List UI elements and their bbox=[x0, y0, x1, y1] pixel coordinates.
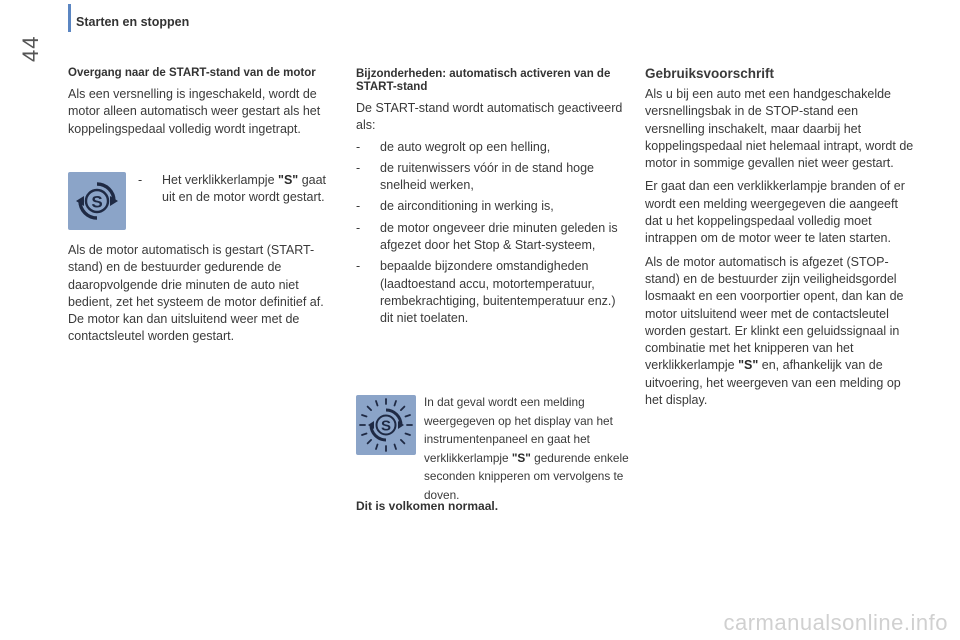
col3-paragraph-3: Als de motor automatisch is afgezet (STOP-stand) en de bestuurder zijn veiligheidsgordel losmaakt en een voorportier opent, dan kan de motor uitsluitend weer met de contactsleutel worden gestart. Er klinkt een geluidssignaal in combinatie met het knipperen van het verklikkerlampje "S" en, afhankelijk van de uitvoering, het weergeven van een melding op het display. bbox=[645, 254, 904, 408]
bullet-dash: - bbox=[138, 173, 143, 187]
col3-paragraph-1: Als u bij een auto met een handgeschakelde versnellingsbak in de STOP-stand een versnelling inschakelt, maar daarbij het koppelingspedaal niet helemaal intrapt, wordt de motor in sommige gevallen niet weer gestart. bbox=[645, 87, 914, 171]
col2-note: In dat geval wordt een melding weergegeven op het display van het instrumentenpaneel en gaat het verklikkerlampje "S" gedurende enkele seconden knipperen om vervolgens te doven. bbox=[424, 395, 629, 502]
column-2 bbox=[356, 68, 628, 328]
col3-heading: Gebruiksvoorschrift bbox=[645, 66, 775, 81]
watermark: carmanualsonline.info bbox=[723, 610, 948, 635]
col1-paragraph-2: Als de motor automatisch is gestart (START-stand) en de bestuurder gedurende de daaropvolgende drie minuten de auto niet bedient, zet het systeem de motor definitief af. De motor kan dan uitsluitend weer met de contactsleutel worden gestart. bbox=[68, 243, 324, 344]
stop-start-s-blinking-icon bbox=[356, 395, 416, 455]
section-title: Starten en stoppen bbox=[76, 15, 190, 29]
svg-text:S: S bbox=[380, 417, 392, 435]
bullet-text-bold: "S" bbox=[278, 173, 299, 187]
col3-paragraph-2: Er gaat dan een verklikkerlampje branden of er wordt een melding weergegeven die aangeeft dat u het koppelingspedaal volledig moet intrappen om de motor weer te laten starten. bbox=[645, 179, 905, 246]
column-3 bbox=[645, 66, 917, 409]
svg-text:S: S bbox=[91, 192, 103, 212]
list-item: - de ruitenwissers vóór in de stand hoge snelheid werken, bbox=[356, 160, 595, 193]
page-number: 44 bbox=[18, 35, 43, 62]
col2-bullet-list bbox=[356, 139, 628, 328]
list-item: - bepaalde bijzondere omstandigheden (laadtoestand accu, motortemperatuur, rembekrachtiging, buitentemperatuur enz.) dit niet toelaten. bbox=[356, 259, 616, 326]
list-item: - de auto wegrolt op een helling, bbox=[356, 139, 551, 154]
col1-heading: Overgang naar de START-stand van de motor bbox=[68, 67, 316, 79]
col2-closing: Dit is volkomen normaal. bbox=[356, 499, 499, 513]
col2-heading: Bijzonderheden: automatisch activeren van de START-stand bbox=[356, 68, 611, 93]
bullet-text-post: gaat uit en de motor wordt gestart. bbox=[162, 173, 327, 205]
bullet-text-pre: Het verklikkerlampje bbox=[162, 173, 279, 187]
section-accent-bar bbox=[68, 4, 71, 32]
col1-bullet bbox=[138, 172, 328, 207]
list-item: - de motor ongeveer drie minuten geleden is afgezet door het Stop & Start-systeem, bbox=[356, 220, 618, 253]
col1-paragraph-1: Als een versnelling is ingeschakeld, wordt de motor alleen automatisch weer gestart als het koppelingspedaal volledig wordt ingetrapt. bbox=[68, 87, 321, 136]
list-item: - de airconditioning in werking is, bbox=[356, 199, 554, 214]
stop-start-s-icon bbox=[68, 172, 126, 230]
col2-intro: De START-stand wordt automatisch geactiveerd als: bbox=[356, 101, 623, 133]
column-1 bbox=[68, 67, 334, 138]
